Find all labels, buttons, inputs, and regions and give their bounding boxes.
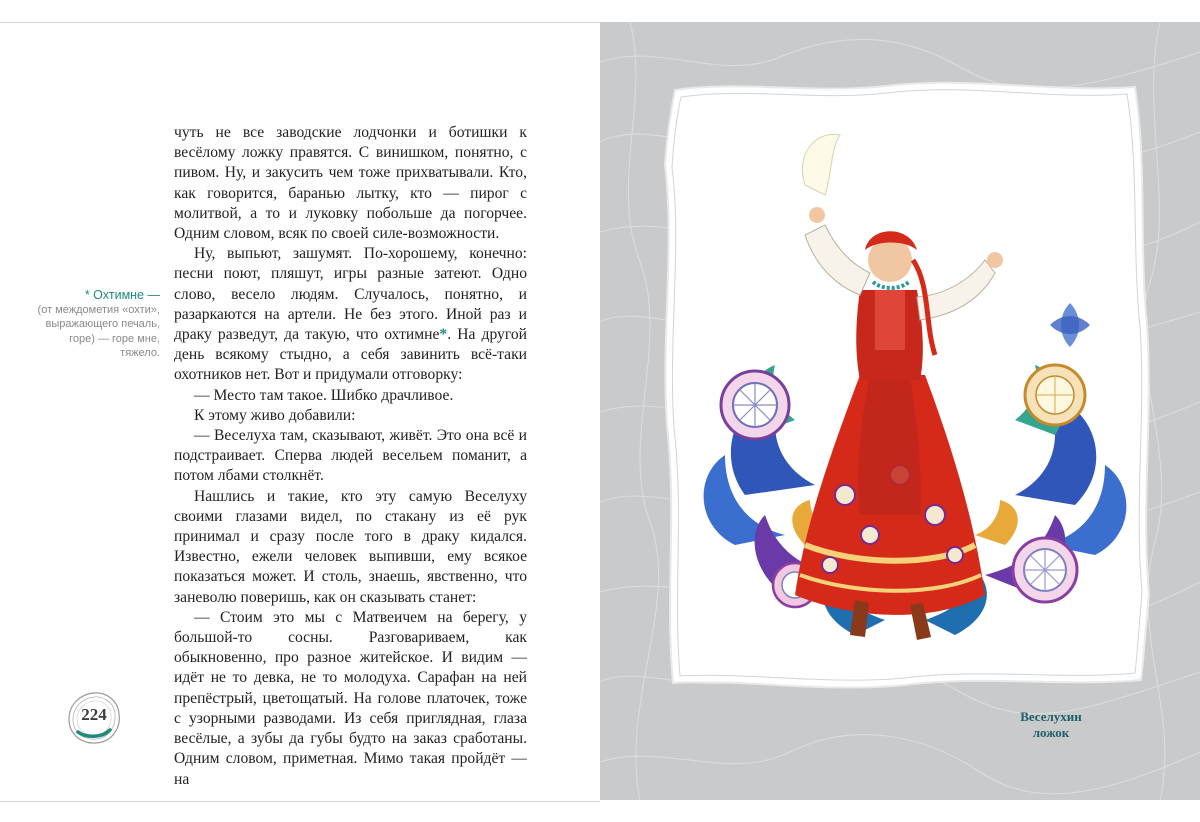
footnote-term: * Охтимне — [84,288,160,302]
paragraph: К этому живо добавили: [194,406,356,424]
illustration-caption [1010,709,1092,741]
paragraph: Нашлись и такие, кто эту самую Веселуху своими глазами видел, по стакану из её рук принимал и сразу после того в драку кидался. Известно, ежели человек выпивши, ему всякое показаться может. И столь, знаешь, явственно, что заневолю поверишь, как он сказывать станет: [174,487,527,606]
body-text [174,123,527,790]
caption-line: Веселухин [1020,709,1082,724]
paragraph-text: Ну, выпьют, зашумят. По-хорошему, конечно: песни поют, пляшут, игры разные затеют. Одно слово, весело людям. Случалось, понятно, и разаркаются на артели. Не без этого. Иной раз и драку разведут, да такую, что охтимне [174,245,527,344]
paragraph: чуть не все заводские лодчонки и ботишки к весёлому ложку правятся. С винишком, понятно, с пивом. Ну, и закусить чем тоже прихватывали. Кто, как говорится, баранью лытку, кто — пирог с молитвой, а то и луковку побольше да погорчее. Одним словом, всяк по своей силе-возможности. [174,124,527,243]
paragraph: — Место там такое. Шибко драчливое. [194,386,454,404]
footnote [30,288,160,361]
paragraph [174,244,527,385]
left-page [0,22,600,802]
paragraph: — Веселуха там, сказывают, живёт. Это она всё и подстраивает. Сперва людей весельем поманит, а потом лбами столкнёт. [174,427,527,485]
footnote-definition: (от междометия «охти», выражающего печаль, горе) — горе мне, тяжело. [37,303,160,359]
caption-line: ложок [1032,725,1070,740]
page-number: 224 [81,705,107,724]
paragraph-text: . На другой день всякому стыдно, а себя завинить всё-таки охотников нет. Вот и придумали отговорку: [174,326,527,384]
paragraph: — Стоим это мы с Матвеичем на берегу, у большой-то сосны. Разговариваем, как обыкновенно, про разное житейское. И видим — идёт не то девка, не то молодуха. Сарафан на ней препёстрый, цветощатый. На голове платочек, тоже с узорными разводами. Из себя приглядная, глаза весёлые, а зубы да губы будто на заказ сработаны. Одним словом, приметная. Мимо такая пройдёт — на [174,608,527,788]
footnote-marker: * [439,326,448,344]
illustration [655,75,1155,695]
